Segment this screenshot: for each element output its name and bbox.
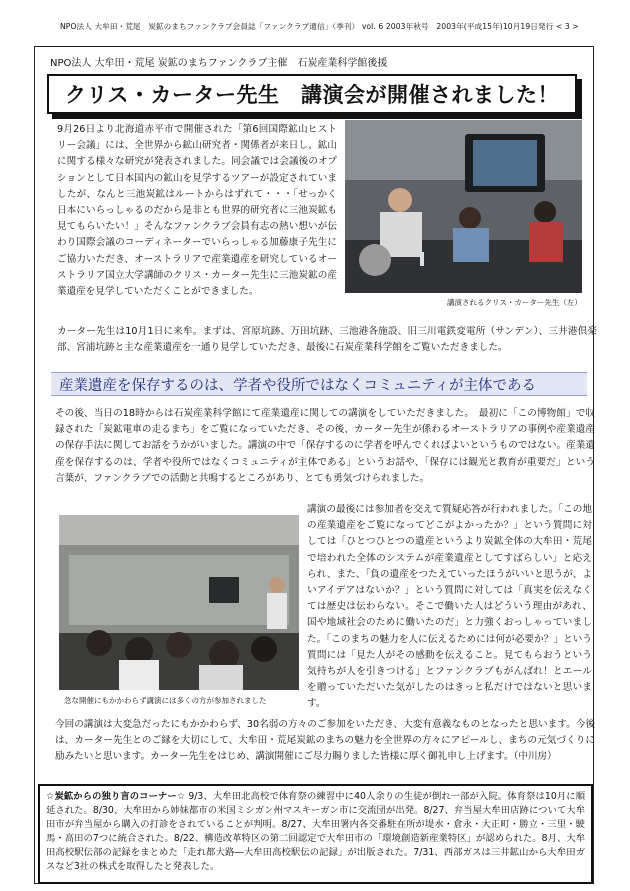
title-box bbox=[47, 74, 577, 114]
page-header: NPO法人 大牟田・荒尾 炭鉱のまちファンクラブ会員誌「ファンクラブ通信」（季刊） vol. 6 2003年秋号 2003年(平成15年)10月19日発行 < 3 > bbox=[60, 22, 579, 31]
article-paragraph-1: 9月26日より北海道赤平市で開催された「第6回国際鉱山ヒストリー会議」には、全世界から鉱山研究者・関係者が来日し、鉱山に関する様々な研究が発表されました。同会議では会議後のオプションとして日本国内の鉱山を見学するツアーが設定されていましたが、なんと三池炭鉱はルートからはずれて・・・「せっかく日本にいらっしゃるのだから是非とも世界的研究者に三池炭鉱も見てもらいたい！」そんなファンクラブ会員有志の熱い想いが伝わり国際会議のコーディネーターでいらっしゃる加藤康子先生にご協力いただき、オーストラリアで産業遺産を研究しているオーストラリア国立大学講師のクリス・カーター先生に三池炭鉱の産業遺産を見学していただくことができました。 bbox=[57, 124, 337, 298]
lecture-photo bbox=[345, 120, 582, 293]
photo-caption-1: 講演されるクリス・カーター先生（左） bbox=[447, 298, 582, 307]
article-paragraph-3: その後、当日の18時からは石炭産業科学館にて産業遺産に関しての講演をしていただきました。 最初に「この博物館」で収録された「炭鉱電車の走るまち」をご覧になっていただき、その後、カーター先生が係わるオーストラリアの事例や産業遺産の保存手法に関してお話をうかがいました。講演の中で「保存するのに学者を呼んでくればよいというものではない。産業遺産を保存するのは、学者や役所ではなくコミュニティが主体である」というお話や、「保存には観光と教育が重要だ」という言葉が、ファンクラブでの活動と共鳴するところがあり、とても勇気づけられました。 bbox=[55, 408, 595, 484]
article-paragraph-5: 今回の講演は大変急だったにもかかわらず、30名弱の方々のご参加をいただき、大変有意義なものとなったと思います。今後は、カーター先生とのご縁を大切にして、大牟田・荒尾炭鉱のまちの魅力を全世界の方々にアピールし、まちの元気づくりに励みたいと思います。カーター先生をはじめ、講演開催にご尽力賜りました皆様に厚く御礼申し上げます。（中川房） bbox=[55, 719, 595, 763]
photo-caption-2: 急な開催にもかかわらず講演には多くの方が参加されました bbox=[64, 696, 267, 705]
article-paragraph-4: 講演の最後には参加者を交えて質疑応答が行われました。「この地の産業遺産をご覧になってどこがよかったか？」という質問に対しては「ひとつひとつの遺産というより炭鉱全体の大牟田・荒尾で培われた全体のシステムが産業遺産としてすばらしい」と応えられ、また、「負の遺産をつたえていったほうがいいと思うが、よいアイデアはないか？」という質問に対しては「真実を伝えなくては歴史は伝わらない。そこで働いた人はどういう理由があれ、国や地域社会のために働いたのだ」と力強くおっしゃっていました。「このまちの魅力を人に伝えるためには何が必要か？」という質問には「見た人がその感動を伝えること。見てもらおうという気持ちが人を引きつける」とファンクラブもがんばれ！とエールを贈っていただいた気がしたのはきっと私だけではないと思います。 bbox=[307, 504, 592, 710]
news-corner-box bbox=[38, 784, 593, 884]
audience-photo bbox=[59, 515, 299, 690]
audience-photo-illustration bbox=[59, 515, 299, 690]
article-paragraph-2: カーター先生は10月1日に来牟。まずは、宮原坑跡、万田坑跡、三池港各施設、旧三川電鉄変電所（サンデン）、三井港倶楽部、宮浦坑跡と主な産業遺産を一通り見学していただき、最後に石炭産業科学館をご覧いただきました。 bbox=[57, 326, 597, 354]
section-heading: 産業遺産を保存するのは、学者や役所ではなくコミュニティが主体である bbox=[51, 372, 587, 396]
lecture-photo-illustration bbox=[345, 120, 582, 293]
news-corner-body: 9/3、大牟田北高校で体育祭の練習中に40人余りの生徒が倒れ一部が入院。体育祭は10月に順延された。8/30、大牟田から姉妹都市の米国ミシガン州マスキーガン市に交流団が出発。8/27、弁当屋大牟田店跡について大牟田市が弁当屋から購入の打診をされていることが判明。8/27、大牟田署内各交番駐在所が堤水・倉永・大正町・勝立・三里・駛馬・高田の7つに統合された。8/22、構造改革特区の第二回認定で大牟田市の「環境創造新産業特区」が認められた。8月、大牟田高校駅伝部の記録をまとめた「走れ都大路―大牟田高校駅伝の記録」が出版された。7/31、西部ガスは三井鉱山から大牟田ガスなど3社の株式を取得したと発表した。 bbox=[46, 791, 585, 872]
subheader: NPO法人 大牟田・荒尾 炭鉱のまちファンクラブ主催 石炭産業科学館後援 bbox=[50, 58, 388, 69]
news-corner-title: ☆炭鉱からの独り言のコーナー☆ bbox=[46, 791, 186, 802]
page-title: クリス・カーター先生 講演会が開催されました！ bbox=[64, 83, 560, 107]
